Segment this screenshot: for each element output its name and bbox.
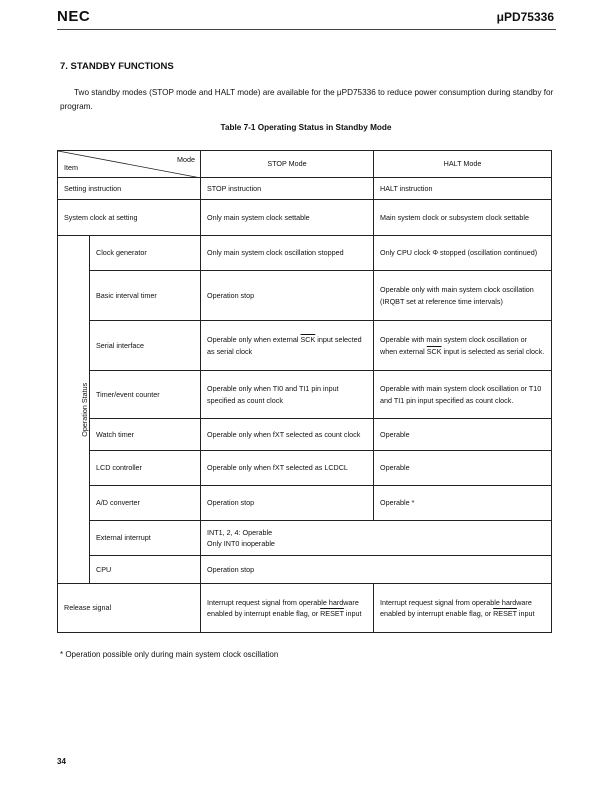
halt-cell — [374, 321, 552, 371]
stop-mode-header: STOP Mode — [201, 151, 374, 178]
stop-cell: Operable only when fXT selected as LCDCL — [201, 451, 374, 486]
row-item: Watch timer — [90, 419, 201, 451]
halt-cell: Operable — [374, 451, 552, 486]
text: Only INT0 inoperable — [207, 539, 275, 548]
group-label: Operation Status — [80, 382, 90, 437]
table-row — [58, 271, 552, 321]
text: Interrupt request signal from operable hardware enabled by interrupt enable flag, or — [380, 597, 532, 618]
halt-cell: Operable — [374, 419, 552, 451]
reset-signal: RESET — [320, 609, 344, 618]
table-row — [58, 451, 552, 486]
halt-cell: Operable * — [374, 486, 552, 521]
table-row — [58, 584, 552, 633]
table-header-row — [58, 151, 552, 178]
stop-cell: Operable only when TI0 and TI1 pin input specified as count clock — [201, 371, 374, 419]
stop-cell: Only main system clock settable — [201, 200, 374, 236]
halt-cell: Operable with main system clock oscillation or T10 and TI1 pin input specified as count clock. — [374, 371, 552, 419]
row-item: CPU — [90, 556, 201, 584]
halt-cell: HALT instruction — [374, 178, 552, 200]
table-row — [58, 321, 552, 371]
mode-label: Mode — [177, 155, 195, 164]
sck-signal: $\overline{SCK}$ — [426, 346, 442, 356]
item-label: Item — [64, 162, 78, 172]
halt-cell: Only CPU clock Φ stopped (oscillation continued) — [374, 236, 552, 271]
stop-cell — [201, 321, 374, 371]
stop-cell: STOP instruction — [201, 178, 374, 200]
table-title: Table 7-1 Operating Status in Standby Mode — [220, 123, 392, 132]
table-row — [58, 236, 552, 271]
sck-signal: $\overline{SCK}$ — [300, 335, 316, 344]
table-row — [58, 371, 552, 419]
table-row — [58, 178, 552, 200]
text: Interrupt request signal from operable hardware enabled by interrupt enable flag, or — [207, 597, 359, 618]
halt-cell: Operable only with main system clock oscillation (IRQBT set at reference time intervals) — [374, 271, 552, 321]
text: input is selected as serial clock. — [441, 346, 545, 356]
text: input — [516, 609, 535, 618]
header-diagonal-cell — [58, 151, 201, 178]
text: Operable with main system clock oscillation or when external — [380, 335, 527, 356]
stop-cell: Only main system clock oscillation stopped — [201, 236, 374, 271]
part-number: μPD75336 — [496, 10, 554, 24]
row-item: Release signal — [58, 584, 201, 633]
nec-logo: NEC — [57, 8, 91, 25]
table-row — [58, 419, 552, 451]
text: INT1, 2, 4: Operable — [207, 527, 273, 537]
text: input — [343, 609, 362, 618]
row-item: Clock generator — [90, 236, 201, 271]
both-modes-cell: Operation stop — [201, 556, 552, 584]
stop-cell: Operation stop — [201, 271, 374, 321]
table-row — [58, 200, 552, 236]
text: input selected as serial clock — [207, 335, 362, 356]
both-modes-cell — [201, 521, 552, 556]
table-row — [58, 556, 552, 584]
page-number: 34 — [57, 757, 66, 766]
row-item: Serial interface — [90, 321, 201, 371]
section-title: 7. STANDBY FUNCTIONS — [60, 61, 174, 72]
row-item: Basic interval timer — [90, 271, 201, 321]
intro-paragraph: Two standby modes (STOP mode and HALT mode) are available for the μPD75336 to reduce power consumption during standby for program. — [60, 88, 554, 111]
halt-mode-header: HALT Mode — [374, 151, 552, 178]
row-item: Setting instruction — [58, 178, 201, 200]
stop-cell — [201, 584, 374, 633]
stop-cell: Operable only when fXT selected as count clock — [201, 419, 374, 451]
stop-cell: Operation stop — [201, 486, 374, 521]
row-item: External interrupt — [90, 521, 201, 556]
row-item: Timer/event counter — [90, 371, 201, 419]
reset-signal: RESET — [493, 609, 517, 618]
row-item: System clock at setting — [58, 200, 201, 236]
table-row — [58, 486, 552, 521]
standby-status-table — [57, 150, 552, 633]
halt-cell: Main system clock or subsystem clock settable — [374, 200, 552, 236]
row-item: LCD controller — [90, 451, 201, 486]
operation-status-group — [58, 236, 90, 584]
header-rule — [57, 29, 556, 30]
halt-cell — [374, 584, 552, 633]
text: Operable only when external — [207, 335, 301, 344]
row-item: A/D converter — [90, 486, 201, 521]
footnote: * Operation possible only during main system clock oscillation — [60, 650, 279, 659]
table-row — [58, 521, 552, 556]
